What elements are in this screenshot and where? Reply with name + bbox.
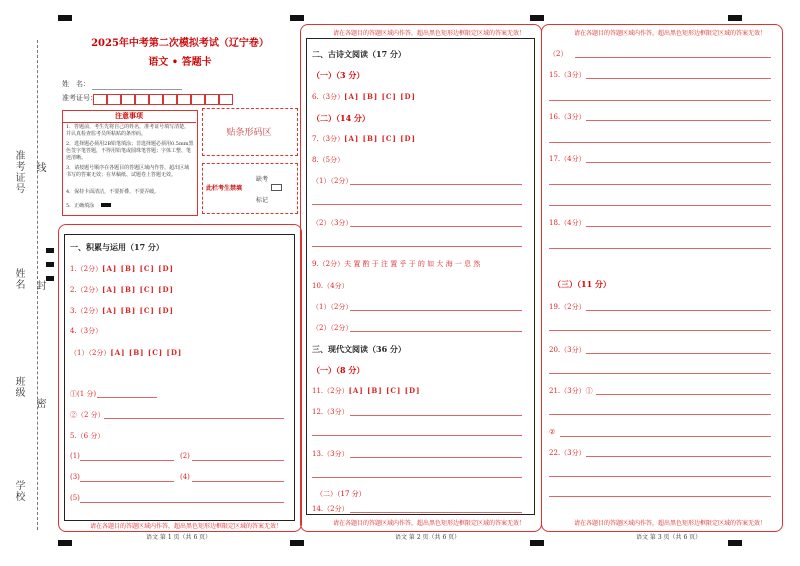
question-10: 10.（4分） (312, 282, 349, 290)
side-label-seal: 封 (34, 280, 45, 291)
choice-options[interactable]: [A] [B] [C] [D] (102, 306, 174, 315)
answer-line[interactable] (80, 460, 174, 461)
section-heading: 三、现代文阅读（36 分） (312, 344, 406, 354)
notice-title: 注意事项 (62, 111, 196, 123)
question-16: 16.（3分） (549, 113, 586, 121)
section-heading: 一、积累与运用（17 分） (70, 242, 164, 252)
notice-item: 2．选择题必须用2B铅笔填涂；非选择题必须用0.5mm黑色签字笔答题，不得用铅笔或圆珠笔答题；字体工整、笔迹清晰。 (66, 141, 194, 161)
answer-line[interactable] (549, 414, 771, 415)
question-14: 14.（2分） (312, 505, 349, 513)
answer-line[interactable] (586, 120, 771, 121)
question-4: 4.（3分） (70, 327, 103, 335)
answer-line[interactable] (586, 310, 771, 311)
absent-mark-label: 缺考 (256, 176, 269, 183)
panel-warning: 请在各题目的答题区域内作答，超出黑色矩形边框限定区域的答案无效！ (333, 520, 526, 527)
answer-frame-2 (306, 38, 535, 515)
page-footer: 语文 第 1 页（共 6 页） (146, 534, 212, 541)
notice-item: 4．保持卡面清洁，不要折叠、不要弄破。 (66, 189, 160, 195)
question-14-2: （2） (549, 50, 568, 58)
answer-line[interactable] (80, 481, 174, 482)
side-mark (46, 248, 54, 253)
answer-line[interactable] (586, 456, 771, 457)
answer-line[interactable] (350, 184, 522, 185)
name-label: 姓 名： (62, 80, 90, 88)
side-mark (46, 262, 54, 267)
question-3: 3.（2分）[A] [B] [C] [D] (70, 306, 174, 315)
choice-options[interactable]: [A] [B] [C] [D] (110, 348, 183, 357)
timing-mark (290, 15, 304, 21)
answer-line[interactable] (586, 162, 771, 163)
q5-part-1: (1) (70, 452, 80, 460)
subsection-heading: （二）（14 分） (312, 113, 370, 123)
choice-options[interactable]: [A] [B] [C] [D] (102, 264, 174, 273)
answer-line[interactable] (549, 476, 771, 477)
q5-part-3: (3) (70, 473, 80, 481)
barcode-label: 贴条形码区 (226, 128, 272, 138)
question-8: 8.（5分） (312, 156, 345, 164)
answer-line[interactable] (549, 142, 771, 143)
choice-options[interactable]: [A] [B] [C] [D] (102, 285, 174, 294)
answer-line[interactable] (312, 246, 522, 247)
question-13: 13.（3分） (312, 450, 349, 458)
question-15: 15.（3分） (549, 71, 586, 79)
answer-line[interactable] (549, 205, 771, 206)
question-18: 18.（4分） (549, 219, 586, 227)
choice-options[interactable]: [A] [B] [C] [D] (348, 386, 421, 395)
question-9[interactable]: 9.（2分）夫 置 酌 于 注 置 乎 于 的 如 大 海 一 息 然 (312, 260, 481, 268)
answer-line[interactable] (80, 502, 284, 503)
answer-line[interactable] (350, 310, 522, 311)
timing-mark (728, 15, 742, 21)
fill-sample (101, 203, 111, 207)
q5-part-4: (4) (180, 473, 190, 481)
question-8-1: （1）（2分） (312, 177, 353, 185)
panel-warning: 请在各题目的答题区域内作答，超出黑色矩形边框限定区域的答案无效！ (574, 520, 767, 527)
exam-title: 2025年中考第二次模拟考试（辽宁卷） (91, 38, 269, 49)
timing-mark (58, 540, 72, 546)
question-4-1: （1）（2分）[A] [B] [C] [D] (70, 348, 183, 357)
absent-mark-suffix: 标记 (256, 197, 269, 204)
question-4-2b: ②（2 分） (70, 411, 105, 419)
answer-line[interactable] (350, 226, 522, 227)
notice-item: 3．请按题号顺序在各题目的答题区域内作答，超出区域书写的答案无效；在草稿纸、试题卷上答题无效。 (66, 165, 190, 178)
answer-line[interactable] (549, 100, 771, 101)
side-label-secret: 密 (34, 398, 45, 409)
answer-line[interactable] (350, 331, 522, 332)
id-label: 准考证号： (62, 94, 97, 102)
answer-line[interactable] (596, 394, 771, 395)
question-17: 17.（4分） (549, 155, 586, 163)
question-21: 21.（3分）① (549, 387, 593, 395)
timing-mark (530, 15, 544, 21)
question-20: 20.（3分） (549, 346, 586, 354)
answer-line[interactable] (192, 481, 284, 482)
panel-warning: 请在各题目的答题区域内作答，超出黑色矩形边框限定区域的答案无效！ (333, 30, 526, 37)
answer-line[interactable] (312, 477, 522, 478)
question-5: 5.（6 分） (70, 432, 105, 440)
panel-warning: 请在各题目的答题区域内作答，超出黑色矩形边框限定区域的答案无效！ (90, 523, 283, 530)
answer-line[interactable] (586, 226, 771, 227)
question-7: 7.（3分）[A] [B] [C] [D] (312, 134, 416, 143)
answer-line[interactable] (586, 78, 771, 79)
subsection-heading: （一）（8 分） (312, 365, 365, 375)
timing-mark (728, 540, 742, 546)
q5-part-2: (2) (180, 452, 190, 460)
question-22: 22.（3分） (549, 449, 586, 457)
choice-options[interactable]: [A] [B] [C] [D] (344, 92, 416, 101)
answer-line[interactable] (586, 353, 771, 354)
question-12: 12.（3分） (312, 408, 349, 416)
question-11: 11.（2分）[A] [B] [C] [D] (312, 386, 421, 395)
question-4-2a: ①(1 分) (70, 390, 97, 398)
side-mark (46, 276, 54, 281)
question-1: 1.（2分）[A] [B] [C] [D] (70, 264, 174, 273)
side-label-school: 学校 (13, 480, 24, 502)
answer-line[interactable] (549, 184, 771, 185)
answer-line[interactable] (350, 415, 522, 416)
q5-part-5: (5) (70, 494, 80, 502)
answer-line[interactable] (549, 248, 771, 249)
question-2: 2.（2分）[A] [B] [C] [D] (70, 285, 174, 294)
question-19: 19.（2分） (549, 303, 586, 311)
answer-line[interactable] (575, 57, 771, 58)
notice-item: 5．正确填涂 (66, 203, 95, 209)
side-label-class: 班级 (13, 376, 24, 398)
answer-line[interactable] (350, 512, 522, 513)
choice-options[interactable]: [A] [B] [C] [D] (344, 134, 416, 143)
sheet-subtitle: 语文 • 答题卡 (148, 57, 212, 68)
answer-line[interactable] (560, 436, 771, 437)
answer-line[interactable] (350, 457, 522, 458)
answer-line[interactable] (104, 418, 284, 419)
page-footer: 语文 第 3 页（共 6 页） (636, 534, 702, 541)
answer-line[interactable] (549, 330, 771, 331)
answer-line[interactable] (312, 204, 522, 205)
answer-line[interactable] (549, 496, 771, 497)
answer-line[interactable] (549, 373, 771, 374)
panel-warning: 请在各题目的答题区域内作答，超出黑色矩形边框限定区域的答案无效！ (574, 30, 767, 37)
question-8-2: （2）（3分） (312, 219, 353, 227)
question-6: 6.（3分）[A] [B] [C] [D] (312, 92, 416, 101)
side-label-name: 姓名 (13, 268, 24, 290)
question-10-1: （1）（2分） (312, 303, 353, 311)
absent-warning: 此栏考生禁填 (206, 185, 243, 192)
section-heading: 二、古诗文阅读（17 分） (312, 49, 406, 59)
answer-line[interactable] (312, 435, 522, 436)
subsection-heading: （一）（3 分） (312, 70, 365, 80)
subsection-heading: （三）（11 分） (553, 279, 611, 289)
notice-item: 1．答题前，考生先将自己的姓名，准考证号填写清楚，并认真检查监考员所粘贴的条形码。 (66, 124, 190, 137)
question-21b: ② (549, 428, 556, 436)
answer-line[interactable] (192, 460, 284, 461)
timing-mark (58, 15, 72, 21)
absent-checkbox[interactable] (271, 184, 282, 191)
question-10-2: （2）（2分） (312, 324, 353, 332)
page-footer: 语文 第 2 页（共 6 页） (395, 534, 461, 541)
subsection-heading-2: （二）（17 分） (316, 490, 366, 498)
side-label-exam-id: 准考证号 (13, 150, 24, 194)
timing-mark (530, 540, 544, 546)
timing-mark (290, 540, 304, 546)
answer-line[interactable] (97, 397, 157, 398)
side-label-line: 线 (34, 162, 45, 173)
id-boxes[interactable] (93, 90, 233, 109)
